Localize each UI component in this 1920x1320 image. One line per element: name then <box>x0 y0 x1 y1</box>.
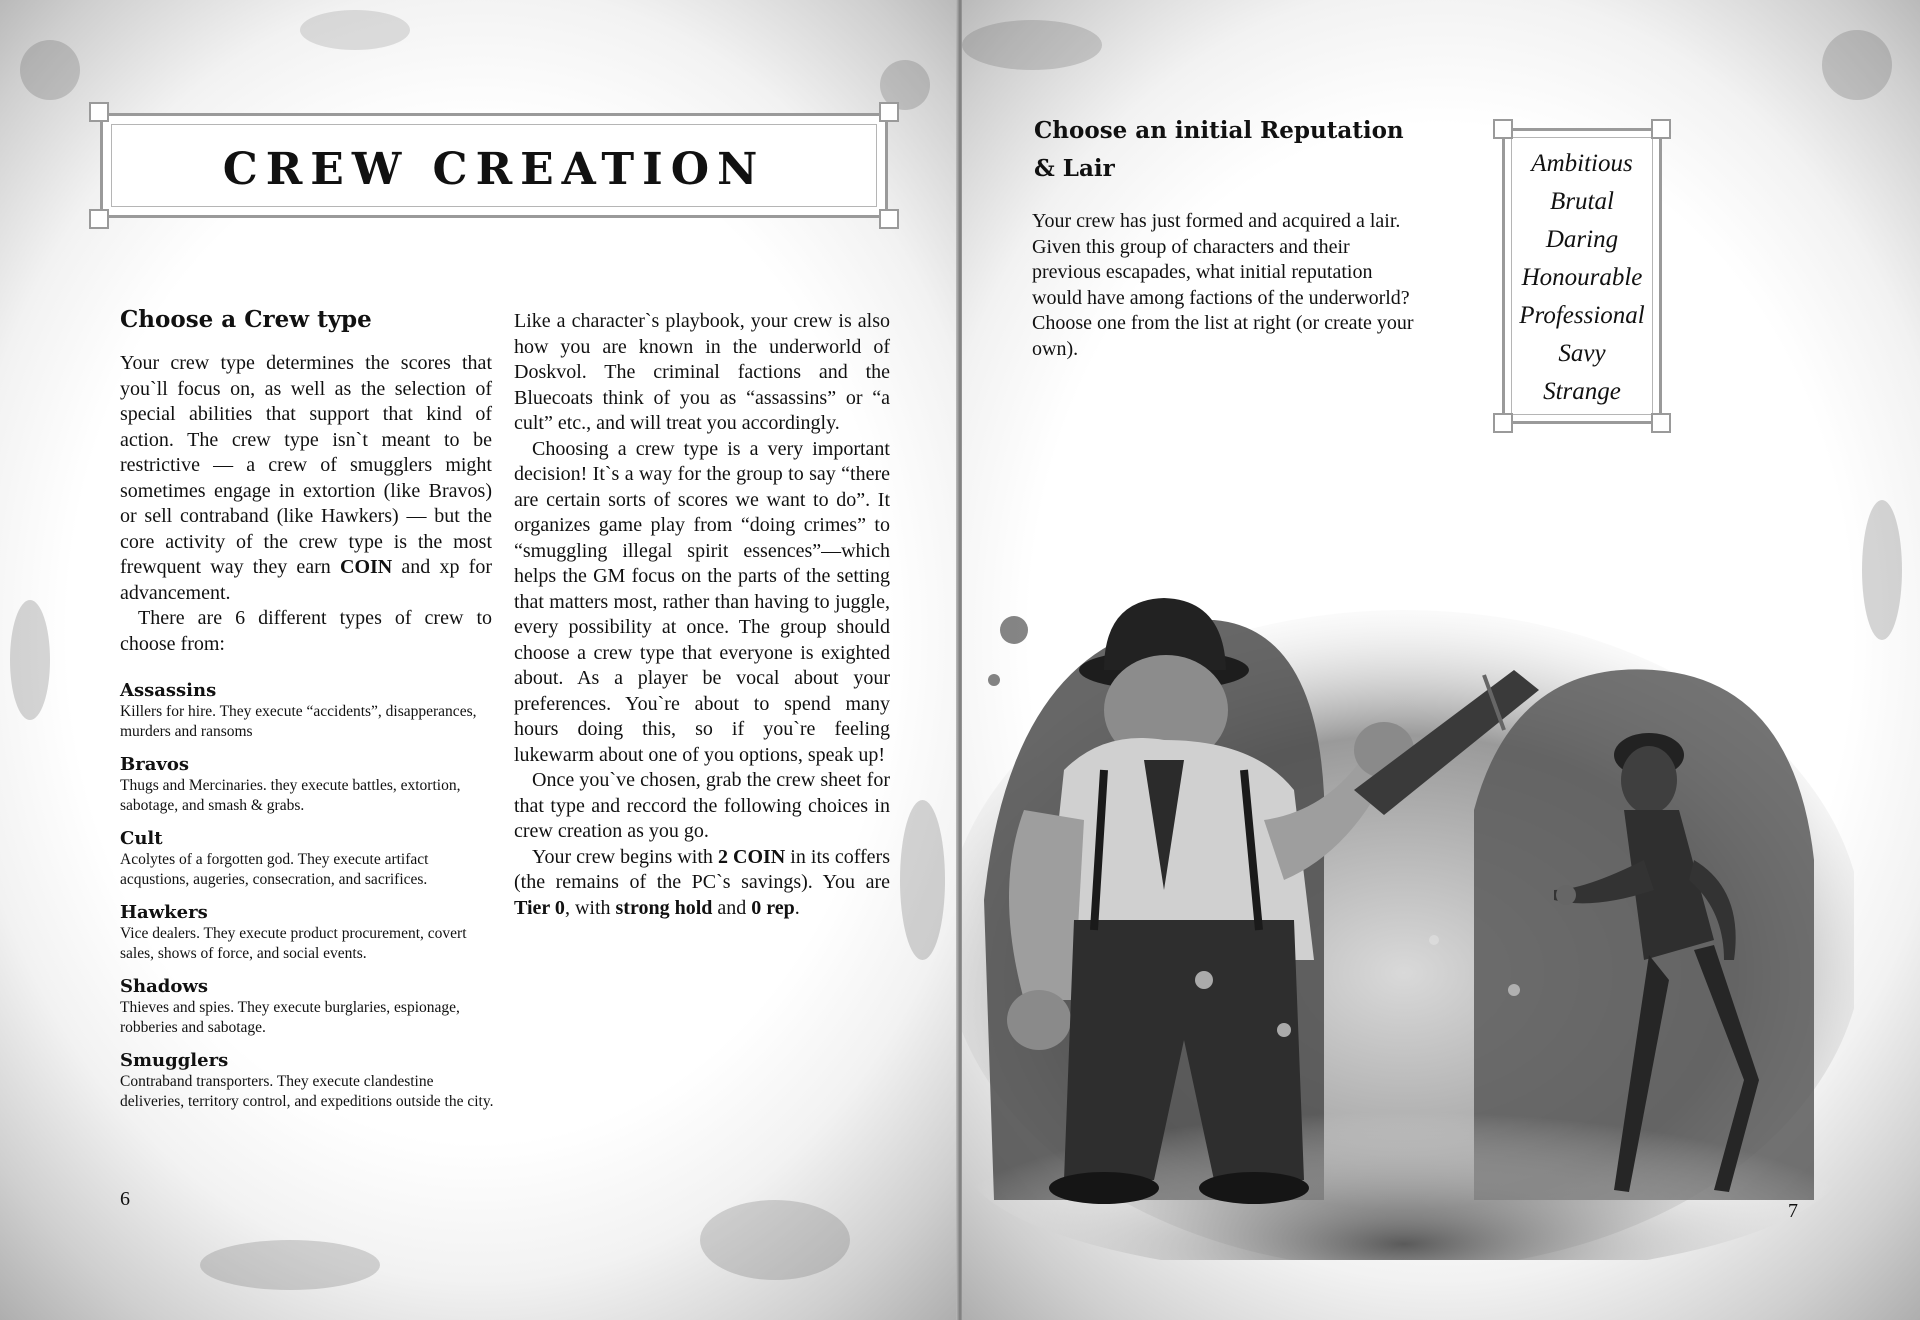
reputation-option: Honourable <box>1521 264 1643 291</box>
decision-paragraph: Choosing a crew type is a very important decision! It`s a way for the group to say “there are certain sorts of scores we want to do”. It organizes game play from “doing crimes” to “smuggling illegal spirit essences”—which helps the GM focus on the parts of the setting that matters most, rather than having to juggle, every possibility at once. The group should choose a crew type that everyone is exighted about. As a player be vocal about your preferences. You`re about to spend many hours doing this, so if you`re feeling lukewarm about one of you options, speak up! <box>514 437 890 766</box>
list-item <box>120 680 500 742</box>
crew-type-desc: Thugs and Mercinaries. they execute battles, extortion, sabotage, and smash & grabs. <box>120 777 461 814</box>
reputation-list-box <box>1502 128 1662 424</box>
crew-type-desc: Thieves and spies. They execute burglaries, espionage, robberies and sabotage. <box>120 999 460 1036</box>
reputation-option: Savy <box>1558 340 1606 367</box>
list-item <box>120 1050 500 1112</box>
crew-type-desc: Contraband transporters. They execute clandestine deliveries, territory control, and expeditions outside the city. <box>120 1073 494 1110</box>
crew-type-list <box>120 680 500 1124</box>
reputation-option: Strange <box>1543 378 1621 405</box>
list-item <box>120 976 500 1038</box>
intro-paragraph: Your crew type determines the scores that you`ll focus on, as well as the selection of special abilities that support that kind of action. The crew type isn`t meant to be restrictive — a crew of smugglers might sometimes engage in extortion (like Bravos) or sell contraband (like Hawkers) — but the core activity of the crew type is the most frewquent way they earn COIN and xp for advancement. <box>120 352 492 604</box>
list-item <box>120 828 500 890</box>
crew-type-name: Cult <box>120 828 163 849</box>
thugs-illustration <box>962 560 1854 1260</box>
crew-type-name: Assassins <box>120 680 217 701</box>
crew-type-name: Hawkers <box>120 902 208 923</box>
types-count-paragraph: There are 6 different types of crew to choose from: <box>120 607 492 655</box>
section-heading: Choose a Crew type <box>120 306 372 333</box>
playbook-paragraph: Like a character`s playbook, your crew is also how you are known in the underworld of Doskvol. The criminal factions and the Bluecoats think of you as “assassins” or “a cult” etc., and will treat you accordingly. <box>514 310 890 434</box>
crew-type-desc: Killers for hire. They execute “accidents”, disapperances, murders and ransoms <box>120 703 477 740</box>
reputation-body <box>1032 209 1418 362</box>
page-number: 6 <box>120 1188 130 1210</box>
crew-type-name: Smugglers <box>120 1050 229 1071</box>
page-number: 7 <box>1788 1200 1798 1222</box>
reputation-option: Daring <box>1545 226 1619 253</box>
crew-type-desc: Acolytes of a forgotten god. They execute artifact acqustions, augeries, consecration, and sacrifices. <box>120 851 429 888</box>
crew-type-name: Bravos <box>120 754 189 775</box>
reputation-heading: Choose an initial Reputation & Lair <box>1034 117 1404 182</box>
list-item <box>120 754 500 816</box>
left-page <box>0 0 958 1320</box>
reputation-option: Professional <box>1519 302 1645 329</box>
list-item <box>120 902 500 964</box>
reputation-option: Brutal <box>1550 188 1614 215</box>
title-plaque <box>100 113 888 218</box>
right-page <box>962 0 1920 1320</box>
page-title: CREW CREATION <box>222 144 766 195</box>
crew-type-intro <box>120 306 492 657</box>
reputation-paragraph: Your crew has just formed and acquired a lair. Given this group of characters and their previous escapades, what initial reputation would have among factions of the underworld? Choose one from the list at right (or create your own). <box>1032 210 1414 360</box>
crew-type-explanation <box>514 309 890 921</box>
reputation-option: Ambitious <box>1531 150 1633 177</box>
crew-type-desc: Vice dealers. They execute product procurement, covert sales, shows of force, and social events. <box>120 925 467 962</box>
crew-type-name: Shadows <box>120 976 208 997</box>
crew-sheet-paragraph: Once you`ve chosen, grab the crew sheet for that type and reccord the following choices in crew creation as you go. <box>514 769 890 842</box>
starting-coin-paragraph: Your crew begins with 2 COIN in its coffers (the remains of the PC`s savings). You are Tier 0, with strong hold and 0 rep. <box>514 845 891 919</box>
